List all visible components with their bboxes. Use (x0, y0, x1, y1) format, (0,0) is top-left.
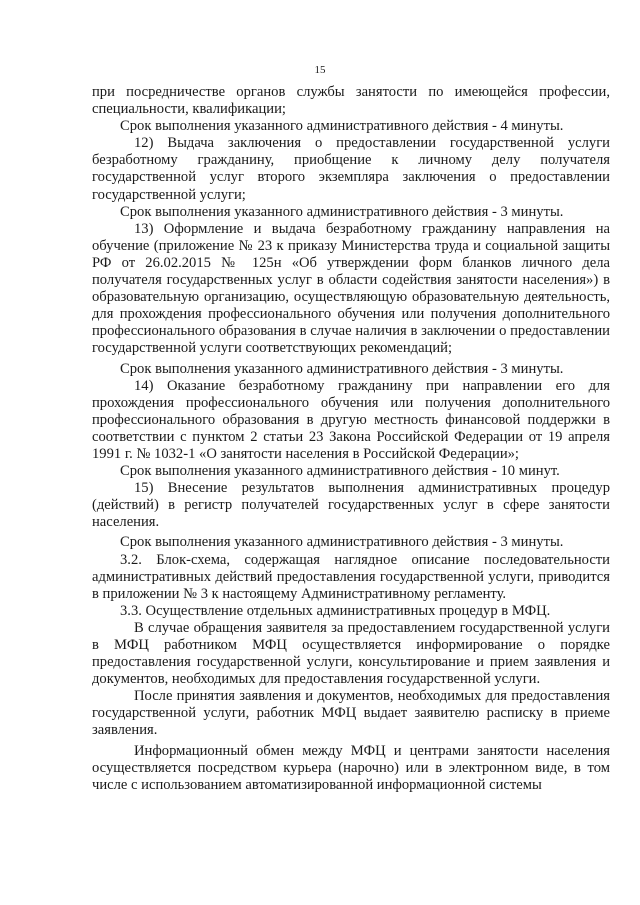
document-body (92, 84, 610, 794)
paragraph-mfc-receipt: После принятия заявления и документов, необходимых для предоставления государственной услуги, работник МФЦ выдает заявителю расписку в приеме заявления. (92, 688, 610, 739)
paragraph-deadline-3min-c: Срок выполнения указанного административного действия - 3 минуты. (120, 534, 564, 551)
paragraph-item-14: 14) Оказание безработному гражданину при направлении его для прохождения профессионального обучения или получения дополнительного профессионального образования в другую местность финансовой поддержки в соответствии с пунктом 2 статьи 23 Закона Российской Федерации от 19 апреля 1991 г. № 1032-1 «О занятости населения в Российской Федерации»; (92, 377, 610, 462)
paragraph-mfc-request: В случае обращения заявителя за предоставлением государственной услуги в МФЦ работником МФЦ осуществляется информирование о порядке предоставления государственной услуги, консультирование и прием заявления и документов, необходимых для предоставления государственной услуги. (92, 619, 610, 688)
paragraph-section-3-2: 3.2. Блок-схема, содержащая наглядное описание последовательности административных действий предоставления государственной услуги, приводится в приложении № 3 к настоящему Административному регламенту. (92, 551, 610, 602)
page-number: 15 (314, 64, 326, 76)
paragraph-item-15: 15) Внесение результатов выполнения административных процедур (действий) в регистр получателей государственных услуг в сфере занятости населения. (92, 480, 610, 531)
paragraph-item-13: 13) Оформление и выдача безработному гражданину направления на обучение (приложение № 23 к приказу Министерства труда и социальной защиты РФ от 26.02.2015 № 125н «Об утверждении форм бланков личного дела получателя государственных услуг в области содействия занятости населения») в образовательную организацию, осуществляющую образовательную деятельность, для прохождения профессионального обучения или получения дополнительного профессионального образования в случае наличия в заключении о предоставлении государственной услуги соответствующих рекомендаций; (92, 220, 610, 357)
paragraph-deadline-3min-a: Срок выполнения указанного административного действия - 3 минуты. (120, 203, 564, 220)
paragraph-item-12: 12) Выдача заключения о предоставлении государственной услуги безработному гражданину, приобщение к личному делу получателя государственной услуг второго экземпляра заключения о предоставлении государственной услуги; (92, 135, 610, 203)
paragraph-deadline-10min: Срок выполнения указанного административного действия - 10 минут. (120, 463, 560, 480)
paragraph-deadline-3min-b: Срок выполнения указанного административного действия - 3 минуты. (120, 360, 564, 377)
paragraph-section-3-3: 3.3. Осуществление отдельных административных процедур в МФЦ. (120, 602, 551, 619)
paragraph-deadline-4min: Срок выполнения указанного административного действия - 4 минуты. (120, 118, 564, 135)
paragraph-information-exchange: Информационный обмен между МФЦ и центрами занятости населения осуществляется посредством курьера (нарочно) или в электронном виде, в том числе с использованием автоматизированной информационной системы (92, 742, 610, 793)
paragraph-continuation: при посредничестве органов службы занятости по имеющейся профессии, специальности, квалификации; (92, 84, 610, 118)
